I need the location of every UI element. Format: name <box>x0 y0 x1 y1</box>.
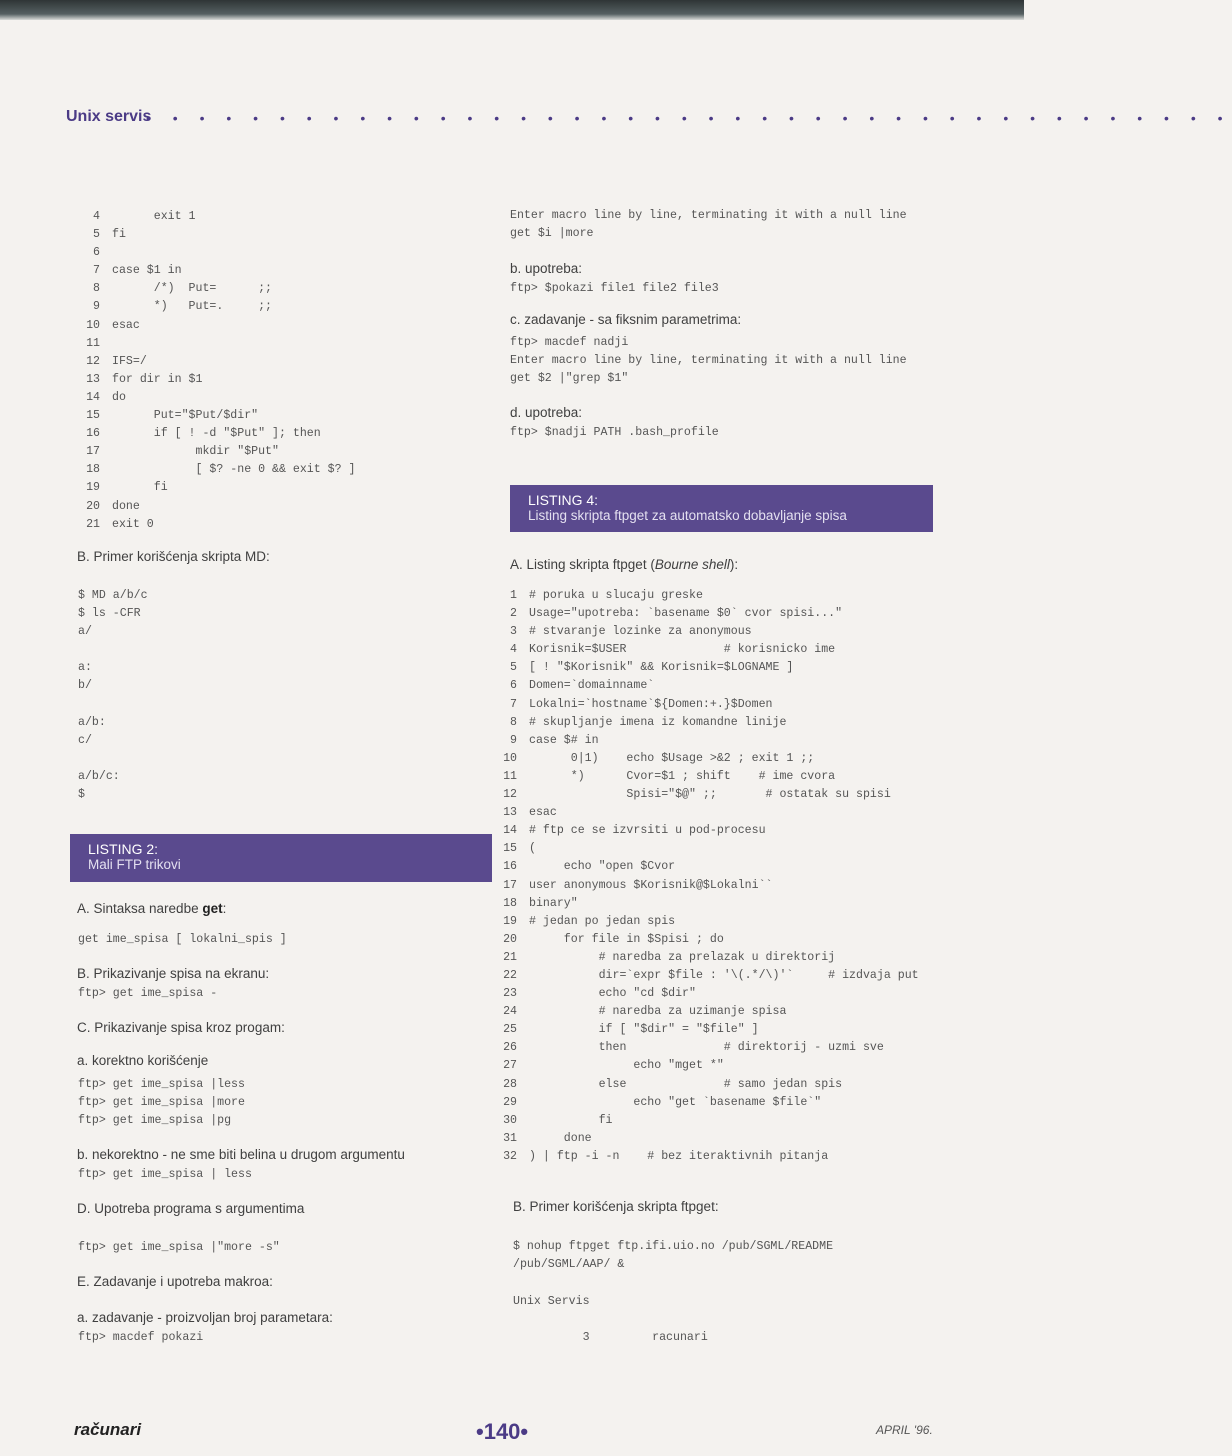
line-text: Put="$Put/$dir" <box>112 409 259 423</box>
line-number: 32 <box>503 1149 517 1163</box>
correct-usage-label: a. korektno korišćenje <box>77 1053 209 1068</box>
line-number: 3 <box>510 625 517 639</box>
macro-usage-code: ftp> $pokazi file1 file2 file3 <box>510 282 719 295</box>
line-text: mkdir "$Put" <box>112 445 279 459</box>
line-text: Usage="upotreba: `basename $0` cvor spisi..." <box>529 607 843 621</box>
line-text: echo "cd $dir" <box>529 987 696 1001</box>
line-text: *) Cvor=$1 ; shift # ime cvora <box>529 769 836 783</box>
code-line <box>495 840 919 858</box>
line-text: Korisnik=$USER # korisnicko ime <box>529 643 836 657</box>
code-line <box>78 498 356 516</box>
listing2-subtitle: Mali FTP trikovi <box>88 857 181 872</box>
code-line <box>495 877 919 895</box>
line-text: then # direktorij - uzmi sve <box>529 1041 884 1055</box>
get-syntax-label-text: A. Sintaksa naredbe <box>77 901 203 916</box>
code-line <box>495 1003 919 1021</box>
line-text: fi <box>529 1113 613 1127</box>
get-syntax-label-colon: : <box>222 901 227 916</box>
line-number: 24 <box>503 1005 517 1019</box>
line-text: [ $? -ne 0 && exit $? ] <box>112 463 356 477</box>
line-number: 12 <box>86 354 100 368</box>
code-line <box>78 262 356 280</box>
line-number: 6 <box>93 246 100 260</box>
line-number: 8 <box>93 282 100 296</box>
line-number: 13 <box>503 806 517 820</box>
line-number: 14 <box>86 390 100 404</box>
line-number: 7 <box>93 264 100 278</box>
code-line <box>495 1039 919 1057</box>
line-number: 10 <box>503 751 517 765</box>
line-number: 20 <box>503 932 517 946</box>
line-number: 29 <box>503 1095 517 1109</box>
line-number: 16 <box>86 427 100 441</box>
code-line <box>78 443 356 461</box>
listing4-band <box>510 485 933 532</box>
code-line <box>495 714 919 732</box>
program-args-code: ftp> get ime_spisa |"more -s" <box>78 1241 280 1254</box>
pipe-program-label: C. Prikazivanje spisa kroz progam: <box>77 1020 285 1035</box>
line-text: dir=`expr $file : '\(.*/\)'` # izdvaja put <box>529 968 919 982</box>
listing4-title: LISTING 4: <box>528 492 599 508</box>
code-line <box>495 750 919 768</box>
line-number: 16 <box>503 860 517 874</box>
code-line <box>78 479 356 497</box>
footer-magazine-name: računari <box>74 1420 142 1439</box>
line-number: 30 <box>503 1113 517 1127</box>
line-text: binary" <box>529 896 578 910</box>
listing2-title: LISTING 2: <box>88 841 159 857</box>
line-text: echo "mget *" <box>529 1059 724 1073</box>
ftpget-listing-label <box>510 556 738 574</box>
line-number: 21 <box>86 517 100 531</box>
line-text: user anonymous $Korisnik@$Lokalni`` <box>529 878 773 892</box>
line-text: for file in $Spisi ; do <box>529 932 724 946</box>
code-line <box>495 623 919 641</box>
ftpget-listing-label-text: A. Listing skripta ftpget ( <box>510 557 655 572</box>
line-number: 21 <box>503 950 517 964</box>
line-text: case $# in <box>529 733 599 747</box>
line-number: 25 <box>503 1023 517 1037</box>
line-text: exit 1 <box>112 210 196 223</box>
code-line <box>78 353 356 371</box>
line-text: esac <box>529 806 557 820</box>
line-text: ) | ftp -i -n # bez iteraktivnih pitanja <box>529 1149 829 1163</box>
line-number: 14 <box>503 824 517 838</box>
show-on-screen-code: ftp> get ime_spisa - <box>78 987 218 1000</box>
line-text: Spisi="$@" ;; # ostatak su spisi <box>529 788 891 802</box>
macro-enter-code: Enter macro line by line, terminating it with a null line get $i |more <box>510 209 907 241</box>
fixed-params-code: ftp> macdef nadji Enter macro line by line, terminating it with a null line get $2 |"grep $1" <box>510 336 907 386</box>
line-number: 15 <box>86 409 100 423</box>
code-line <box>495 913 919 931</box>
get-syntax-code: get ime_spisa [ lokalni_spis ] <box>78 933 287 946</box>
line-number: 11 <box>503 769 517 783</box>
listing4-subtitle: Listing skripta ftpget za automatsko dobavljanje spisa <box>528 508 847 523</box>
line-text: echo "get `basename $file`" <box>529 1095 822 1109</box>
line-number: 17 <box>86 445 100 459</box>
code-line <box>78 317 356 335</box>
line-number: 9 <box>510 733 517 747</box>
code-line <box>495 949 919 967</box>
nadji-usage-label: d. upotreba: <box>510 405 583 420</box>
macro-define-code: ftp> macdef pokazi <box>78 1331 204 1344</box>
line-number: 5 <box>93 228 100 242</box>
line-number: 11 <box>86 336 100 350</box>
top-edge-band <box>0 0 1024 20</box>
line-number: 22 <box>503 968 517 982</box>
get-syntax-label-bold: get <box>202 901 223 916</box>
code-line <box>78 226 356 244</box>
line-number: 1 <box>510 589 517 602</box>
line-number: 7 <box>510 697 517 711</box>
left-column <box>78 208 356 534</box>
line-number: 27 <box>503 1059 517 1073</box>
code-line <box>78 298 356 316</box>
code-line <box>495 1057 919 1075</box>
code-line <box>495 696 919 714</box>
line-number: 13 <box>86 372 100 386</box>
code-line <box>495 677 919 695</box>
footer-page-number: •140• <box>476 1419 529 1444</box>
code-line <box>495 786 919 804</box>
code-line <box>78 335 356 353</box>
line-text: fi <box>112 481 168 495</box>
running-header-title: Unix servis <box>66 108 152 125</box>
macro-define-label: a. zadavanje - proizvoljan broj parametara: <box>77 1310 333 1325</box>
ftpget-listing-label-end: ): <box>729 557 739 572</box>
line-text: if [ "$dir" = "$file" ] <box>529 1023 759 1037</box>
running-header-dots: • • • • • • • • • • • • • • • • • • • • • • • • • • • • • • • • • • • • • • • • • <box>146 110 1232 126</box>
line-text: done <box>529 1131 592 1145</box>
line-number: 18 <box>86 463 100 477</box>
line-text: # stvaranje lozinke za anonymous <box>529 625 752 639</box>
line-number: 19 <box>86 481 100 495</box>
show-on-screen-label: B. Prikazivanje spisa na ekranu: <box>77 966 270 981</box>
code-line <box>495 967 919 985</box>
line-number: 10 <box>86 318 100 332</box>
code-line <box>495 1076 919 1094</box>
code-line <box>495 641 919 659</box>
line-text: exit 0 <box>112 517 154 531</box>
line-text: done <box>112 499 140 513</box>
line-number: 9 <box>93 300 100 314</box>
line-text: echo "open $Cvor <box>529 860 676 874</box>
line-text: # naredba za uzimanje spisa <box>529 1005 787 1019</box>
line-text: # poruka u slucaju greske <box>529 589 703 602</box>
code-line <box>78 371 356 389</box>
line-text: # jedan po jedan spis <box>529 914 676 928</box>
line-text: do <box>112 390 126 404</box>
code-line <box>495 587 919 605</box>
line-text: Domen=`domainname` <box>529 679 655 693</box>
line-text: /*) Put= ;; <box>112 282 273 296</box>
incorrect-usage-code: ftp> get ime_spisa | less <box>78 1168 252 1181</box>
code-line <box>495 822 919 840</box>
fixed-params-label: c. zadavanje - sa fiksnim parametrima: <box>510 312 742 327</box>
line-text: # ftp ce se izvrsiti u pod-procesu <box>529 824 766 838</box>
line-text: # naredba za prelazak u direktorij <box>529 950 836 964</box>
code-line <box>78 280 356 298</box>
line-number: 17 <box>503 878 517 892</box>
correct-usage-code: ftp> get ime_spisa |less ftp> get ime_spisa |more ftp> get ime_spisa |pg <box>78 1078 245 1128</box>
line-text: else # samo jedan spis <box>529 1077 843 1091</box>
program-args-label: D. Upotreba programa s argumentima <box>77 1201 305 1216</box>
macro-label: E. Zadavanje i upotreba makroa: <box>77 1274 273 1289</box>
signature-line-1: Unix Servis <box>513 1295 590 1308</box>
line-text: ( <box>529 842 536 856</box>
code-line <box>495 1112 919 1130</box>
ftpget-listing-label-italic: Bourne shell <box>654 557 730 572</box>
macro-usage-label: b. upotreba: <box>510 261 583 276</box>
code-line <box>78 407 356 425</box>
line-text: fi <box>112 228 126 242</box>
line-number: 4 <box>510 643 517 657</box>
nadji-usage-code: ftp> $nadji PATH .bash_profile <box>510 426 719 439</box>
line-text: [ ! "$Korisnik" && Korisnik=$LOGNAME ] <box>529 661 794 675</box>
incorrect-usage-label: b. nekorektno - ne sme biti belina u drugom argumentu <box>77 1147 405 1162</box>
line-text: IFS=/ <box>112 354 147 368</box>
line-number: 5 <box>510 661 517 675</box>
line-number: 15 <box>503 842 517 856</box>
line-number: 18 <box>503 896 517 910</box>
line-number: 12 <box>503 788 517 802</box>
md-script-listing <box>78 208 356 534</box>
line-number: 6 <box>510 679 517 693</box>
code-line <box>495 768 919 786</box>
ftpget-script-listing <box>495 587 919 1166</box>
ftpget-example-code: $ nohup ftpget ftp.ifi.uio.no /pub/SGML/README /pub/SGML/AAP/ & <box>513 1240 834 1272</box>
line-number: 28 <box>503 1077 517 1091</box>
line-text: for dir in $1 <box>112 372 203 386</box>
code-line <box>495 1148 919 1166</box>
code-line <box>495 1130 919 1148</box>
code-line <box>495 895 919 913</box>
line-number: 20 <box>86 499 100 513</box>
line-text: # skupljanje imena iz komandne linije <box>529 715 787 729</box>
md-example-label: B. Primer korišćenja skripta MD: <box>77 549 270 564</box>
code-line <box>495 931 919 949</box>
code-line <box>78 425 356 443</box>
code-line <box>78 389 356 407</box>
line-text: 0|1) echo $Usage >&2 ; exit 1 ;; <box>529 751 815 765</box>
listing2-band <box>70 834 492 882</box>
code-line <box>78 516 356 534</box>
ftpget-example-label: B. Primer korišćenja skripta ftpget: <box>513 1199 719 1214</box>
code-line <box>78 244 356 262</box>
code-line <box>78 208 356 226</box>
line-number: 19 <box>503 914 517 928</box>
code-line <box>495 1094 919 1112</box>
signature-line-2: 3 racunari <box>513 1331 708 1344</box>
code-line <box>495 804 919 822</box>
line-number: 23 <box>503 987 517 1001</box>
line-text: case $1 in <box>112 264 182 278</box>
code-line <box>495 985 919 1003</box>
code-line <box>495 1021 919 1039</box>
code-line <box>495 858 919 876</box>
md-example-code: $ MD a/b/c $ ls -CFR a/ a: b/ a/b: c/ a/b/c: $ <box>78 589 148 802</box>
code-line <box>78 461 356 479</box>
line-text: esac <box>112 318 140 332</box>
line-number: 26 <box>503 1041 517 1055</box>
line-number: 8 <box>510 715 517 729</box>
line-text: Lokalni=`hostname`${Domen:+.}$Domen <box>529 697 773 711</box>
line-number: 31 <box>503 1131 517 1145</box>
line-text: *) Put=. ;; <box>112 300 273 314</box>
line-text: if [ ! -d "$Put" ]; then <box>112 427 321 441</box>
code-line <box>495 732 919 750</box>
line-number: 4 <box>93 210 100 223</box>
line-number: 2 <box>510 607 517 621</box>
code-line <box>495 659 919 677</box>
get-syntax-label <box>77 900 226 918</box>
code-line <box>495 605 919 623</box>
footer-issue-date: APRIL '96. <box>876 1423 933 1437</box>
